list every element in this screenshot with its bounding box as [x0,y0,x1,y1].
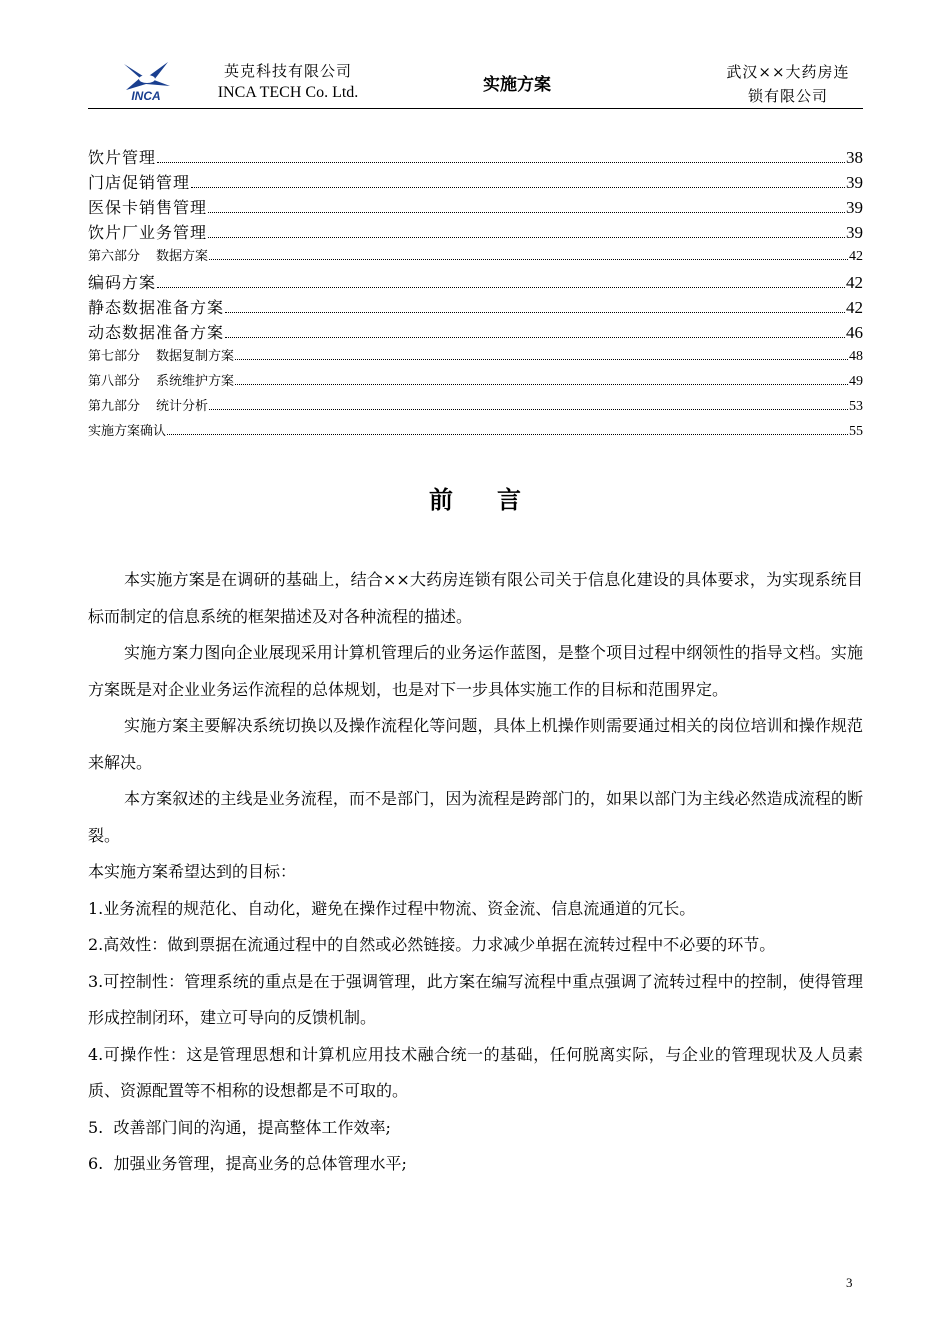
toc-entry-page: 42 [846,273,863,292]
toc-entry[interactable] [88,270,863,295]
toc-leader [167,434,848,435]
toc-entry[interactable] [88,195,863,220]
preface-paragraph: 实施方案主要解决系统切换以及操作流程化等问题，具体上机操作则需要通过相关的岗位培训和操作规范来解决。 [88,716,863,772]
toc-entry-page: 46 [846,323,863,342]
toc-entry-page: 39 [846,173,863,192]
client-name-line1: 武汉××大药房连 [726,63,850,81]
toc-entry-title: 编码方案 [88,273,157,292]
toc-part-entry[interactable] [88,395,863,420]
toc-part-entry[interactable] [88,345,863,370]
goal-item: 5. 改善部门间的沟通，提高整体工作效率; [88,1117,391,1137]
toc-leader [209,259,848,260]
table-of-contents [88,145,863,445]
client-name [713,60,863,108]
toc-entry-title: 医保卡销售管理 [88,198,208,217]
toc-leader [225,337,845,338]
toc-leader [209,409,848,410]
toc-entry[interactable] [88,145,863,170]
goal-item: 2.高效性：做到票据在流通过程中的自然或必然链接。力求减少单据在流转过程中不必要的环节。 [88,935,776,954]
goal-item: 3.可控制性：管理系统的重点是在于强调管理，此方案在编写流程中重点强调了流转过程中的控制，使得管理形成控制闭环，建立可导向的反馈机制。 [88,971,863,1027]
toc-leader [235,359,848,360]
toc-part-title: 统计分析 [156,399,209,414]
goals-intro: 本实施方案希望达到的目标： [88,862,297,881]
document-title: 实施方案 [483,75,551,95]
inca-logo-icon [120,58,172,104]
toc-part-title: 数据方案 [156,249,209,264]
toc-entry[interactable] [88,295,863,320]
toc-entry-page: 39 [846,223,863,242]
toc-entry[interactable] [88,220,863,245]
toc-part-entry[interactable] [88,370,863,395]
preface-body [88,562,863,1183]
toc-entry-page: 53 [849,399,863,414]
toc-leader [235,384,848,385]
toc-entry-title: 门店促销管理 [88,173,191,192]
page-number: 3 [846,1275,853,1290]
logo-text: INCA [131,89,161,103]
toc-entry-title [88,370,234,389]
toc-entry-page: 48 [849,349,863,364]
toc-entry-title: 静态数据准备方案 [88,298,225,317]
goal-item: 6. 加强业务管理，提高业务的总体管理水平; [88,1154,407,1173]
toc-leader [208,237,845,238]
toc-entry[interactable] [88,170,863,195]
preface-paragraph: 本方案叙述的主线是业务流程，而不是部门，因为流程是跨部门的，如果以部门为主线必然造成流程的断裂。 [88,789,863,845]
goal-item: 4.可操作性：这是管理思想和计算机应用技术融合统一的基础，任何脱离实际，与企业的管理现状及人员素质、资源配置等不相称的设想都是不可取的。 [88,1044,863,1100]
toc-part-label: 第七部分 [88,349,141,364]
preface-paragraph: 本实施方案是在调研的基础上，结合××大药房连锁有限公司关于信息化建设的具体要求，为实现系统目标而制定的信息系统的框架描述及对各种流程的描述。 [88,570,863,626]
company-name-cn: 英克科技有限公司 [223,62,352,80]
toc-entry-title [88,345,234,364]
toc-entry-title: 饮片厂业务管理 [88,223,208,242]
toc-part-title: 系统维护方案 [156,374,235,389]
toc-entry-page: 42 [849,249,863,264]
toc-entry-page: 38 [846,148,863,167]
goal-item: 1.业务流程的规范化、自动化，避免在操作过程中物流、资金流、信息流通道的冗长。 [88,898,696,918]
preface-paragraph: 实施方案力图向企业展现采用计算机管理后的业务运作蓝图，是整个项目过程中纲领性的指导文档。实施方案既是对企业业务运作流程的总体规划，也是对下一步具体实施工作的目标和范围界定。 [88,643,863,699]
toc-leader [191,187,845,188]
company-name-en: INCA TECH Co. Ltd. [217,84,359,101]
toc-entry-page: 49 [849,374,863,389]
toc-entry[interactable] [88,320,863,345]
toc-entry-page: 39 [846,198,863,217]
toc-entry-page: 42 [846,298,863,317]
toc-entry-title: 饮片管理 [88,148,157,167]
toc-leader [208,212,845,213]
toc-part-title: 数据复制方案 [156,349,235,364]
toc-leader [157,162,845,163]
toc-part-label: 第六部分 [88,249,141,264]
client-name-line2: 锁有限公司 [747,87,828,105]
toc-entry[interactable] [88,420,863,445]
toc-part-label: 第八部分 [88,374,141,389]
toc-leader [157,287,845,288]
toc-entry-title [88,395,208,414]
preface-heading: 前言 [429,485,565,514]
toc-entry-title [88,245,208,264]
toc-part-entry[interactable] [88,245,863,270]
company-name [203,60,373,104]
toc-part-label: 第九部分 [88,399,141,414]
toc-leader [225,312,845,313]
toc-entry-page: 55 [849,424,863,439]
toc-entry-title: 实施方案确认 [88,424,167,439]
toc-entry-title: 动态数据准备方案 [88,323,225,342]
page-header [88,52,863,109]
